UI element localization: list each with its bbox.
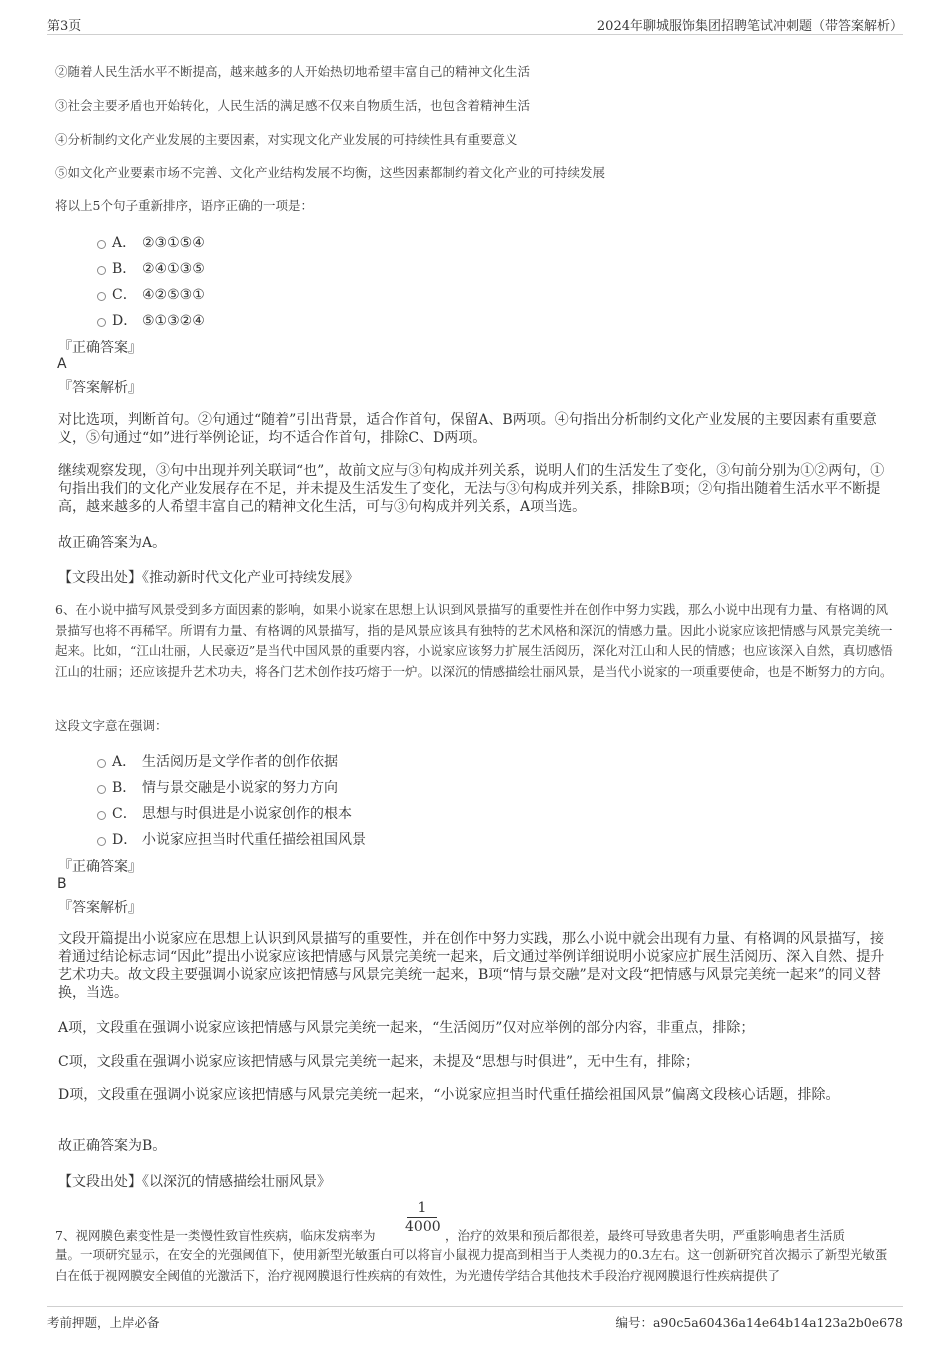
radio-icon[interactable] <box>97 811 106 820</box>
option-c[interactable]: C． 思想与时俱进是小说家创作的根本 <box>97 803 352 823</box>
answer-label: 『正确答案』 <box>58 859 142 875</box>
analysis-option-a: A项，文段重在强调小说家应该把情感与风景完美统一起来，“生活阅历”仅对应举例的部分内容，非重点，排除； <box>58 1020 755 1036</box>
analysis-conclusion: 故正确答案为B。 <box>58 1138 167 1154</box>
radio-icon[interactable] <box>97 292 106 301</box>
analysis-option-d: D项，文段重在强调小说家应该把情感与风景完美统一起来，“小说家应担当时代重任描绘祖国风景”偏离文段核心话题，排除。 <box>58 1087 840 1103</box>
page-footer <box>47 1306 903 1331</box>
fraction <box>405 1199 439 1236</box>
analysis-label: 『答案解析』 <box>58 900 142 916</box>
option-b[interactable]: B． ②④①③⑤ <box>97 258 205 278</box>
passage-source: 【文段出处】《推动新时代文化产业可持续发展》 <box>58 570 359 586</box>
question-stem-continued: ，治疗的效果和预后都很差，最终可导致患者失明，严重影响患者生活质 <box>445 1228 846 1243</box>
analysis-conclusion: 故正确答案为A。 <box>58 535 167 551</box>
option-b[interactable]: B． 情与景交融是小说家的努力方向 <box>97 777 338 797</box>
sentence-3: ③社会主要矛盾也开始转化，人民生活的满足感不仅来自物质生活，也包含着精神生活 <box>55 98 531 113</box>
correct-answer: B <box>57 876 67 892</box>
radio-icon[interactable] <box>97 318 106 327</box>
question-prompt: 这段文字意在强调： <box>55 718 168 733</box>
analysis-label: 『答案解析』 <box>58 380 142 396</box>
radio-icon[interactable] <box>97 266 106 275</box>
sentence-4: ④分析制约文化产业发展的主要因素，对实现文化产业发展的可持续性具有重要意义 <box>55 132 518 147</box>
option-a[interactable]: A． ②③①⑤④ <box>97 232 205 252</box>
radio-icon[interactable] <box>97 240 106 249</box>
option-d[interactable]: D． 小说家应担当时代重任描绘祖国风景 <box>97 829 366 849</box>
page-header <box>47 12 903 35</box>
document-title: 2024年聊城服饰集团招聘笔试冲刺题（带答案解析） <box>596 19 903 34</box>
sentence-5: ⑤如文化产业要素市场不完善、文化产业结构发展不均衡，这些因素都制约着文化产业的可持续发展 <box>55 165 606 180</box>
question-stem-start: 7、视网膜色素变性是一类慢性致盲性疾病，临床发病率为 <box>55 1228 376 1243</box>
question-stem-rest: 量。一项研究显示，在安全的光强阈值下，使用新型光敏蛋白可以将盲小鼠视力提高到相当于人类视力的0.3左右。这一创新研究首次揭示了新型光敏蛋白在低于视网膜安全阈值的光激活下，治疗视网膜退行性疾病的有效性，为光遗传学结合其他技术手段治疗视网膜退行性疾病提供了 <box>55 1247 888 1283</box>
fraction-denominator: 4000 <box>405 1219 441 1235</box>
radio-icon[interactable] <box>97 785 106 794</box>
document-code: 编号：a90c5a60436a14e64b14a123a2b0e678 <box>615 1315 903 1330</box>
correct-answer: A <box>57 356 67 372</box>
radio-icon[interactable] <box>97 759 106 768</box>
analysis-option-c: C项，文段重在强调小说家应该把情感与风景完美统一起来，未提及“思想与时俱进”，无中生有，排除； <box>58 1054 700 1070</box>
page-number: 第3页 <box>47 19 82 34</box>
footer-slogan: 考前押题，上岸必备 <box>47 1315 160 1330</box>
question-prompt: 将以上5个句子重新排序，语序正确的一项是： <box>55 198 313 213</box>
answer-label: 『正确答案』 <box>58 340 142 356</box>
analysis-paragraph: 对比选项，判断首句。②句通过“随着”引出背景，适合作首句，保留A、B两项。④句指出分析制约文化产业发展的主要因素有重要意义，⑤句通过“如”进行举例论证，均不适合作首句，排除C、D两项。 <box>58 412 877 446</box>
radio-icon[interactable] <box>97 837 106 846</box>
passage-source: 【文段出处】《以深沉的情感描绘壮丽风景》 <box>58 1174 331 1190</box>
analysis-paragraph: 继续观察发现，③句中出现并列关联词“也”，故前文应与③句构成并列关系，说明人们的生活发生了变化，③句前分别为①②两句，①句指出我们的文化产业发展存在不足，并未提及生活发生了变化，无法与③句构成并列关系，排除B项；②句指出随着生活水平不断提高，越来越多的人希望丰富自己的精神文化生活，可与③句构成并列关系，A项当选。 <box>58 463 885 515</box>
option-a[interactable]: A． 生活阅历是文学作者的创作依据 <box>97 751 338 771</box>
option-c[interactable]: C． ④②⑤③① <box>97 284 205 304</box>
sentence-2: ②随着人民生活水平不断提高，越来越多的人开始热切地希望丰富自己的精神文化生活 <box>55 64 531 79</box>
option-d[interactable]: D． ⑤①③②④ <box>97 310 205 330</box>
fraction-numerator: 1 <box>417 1200 427 1216</box>
question-stem: 6、在小说中描写风景受到多方面因素的影响，如果小说家在思想上认识到风景描写的重要性并在创作中努力实践，那么小说中出现有力量、有格调的风景描写也将不再稀罕。所谓有力量、有格调的风景描写，指的是风景应该具有独特的艺术风格和深沉的情感力量。因此小说家应该把情感与风景完美统一起来。比如，“江山壮丽，人民豪迈”是当代中国风景的重要内容，小说家应该努力扩展生活阅历，深化对江山和人民的情感；也应该深入自然，真切感悟江山的壮丽；还应该提升艺术功夫，将各门艺术创作技巧熔于一炉。以深沉的情感描绘壮丽风景，是当代小说家的一项重要使命，也是不断努力的方向。 <box>55 602 893 679</box>
analysis-paragraph: 文段开篇提出小说家应在思想上认识到风景描写的重要性，并在创作中努力实践，那么小说中就会出现有力量、有格调的风景描写，接着通过结论标志词“因此”提出小说家应该把情感与风景完美统一起来，后文通过举例详细说明小说家应扩展生活阅历、深入自然、提升艺术功夫。故文段主要强调小说家应该把情感与风景完美统一起来，B项“情与景交融”是对文段“把情感与风景完美统一起来”的同义替换，当选。 <box>58 931 885 1001</box>
